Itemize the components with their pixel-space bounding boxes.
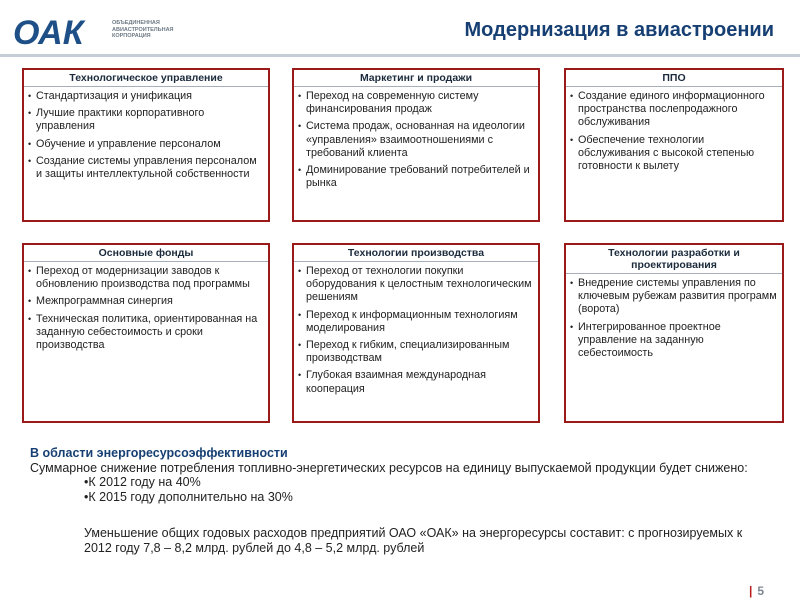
box-marketing-sales <box>292 68 540 222</box>
section-note: Уменьшение общих годовых расходов предприятий ОАО «ОАК» на энергоресурсы составит: с прогнозируемых к 2012 году 7,8 – 8,2 млрд. рублей до 4,8 – 5,2 млрд. рублей <box>84 526 743 555</box>
oak-logo-icon <box>13 14 109 48</box>
page-number <box>749 584 764 598</box>
list-item: • Переход на современную систему финансирования продаж <box>298 90 534 116</box>
list-item: • Глубокая взаимная международная кооперация <box>298 369 534 395</box>
box-title: Технологии производства <box>294 245 538 262</box>
energy-efficiency-section <box>30 446 770 555</box>
list-item: • Переход к гибким, специализированным производствам <box>298 339 534 365</box>
section-title: В области энергоресурсоэффективности <box>30 446 288 460</box>
list-item: • Переход от модернизации заводов к обновлению производства под программы <box>28 265 264 291</box>
logo-tagline: ОБЪЕДИНЕННАЯ АВИАСТРОИТЕЛЬНАЯ КОРПОРАЦИЯ <box>112 20 174 40</box>
list-item: • Доминирование требований потребителей и рынка <box>298 164 534 190</box>
list-item: • Лучшие практики корпоративного управления <box>28 107 264 133</box>
box-title: Маркетинг и продажи <box>294 70 538 87</box>
box-title: ППО <box>566 70 782 87</box>
box-fixed-assets <box>22 243 270 423</box>
box-development-technologies <box>564 243 784 423</box>
list-item: • Межпрограммная синергия <box>28 295 264 308</box>
list-item: • Обучение и управление персоналом <box>28 138 264 151</box>
company-logo <box>13 14 193 48</box>
list-item: • Интегрированное проектное управление на заданную себестоимость <box>570 321 778 361</box>
page-title: Модернизация в авиастроении <box>464 19 774 41</box>
list-item: • Обеспечение технологии обслуживания с высокой степенью готовности к вылету <box>570 134 778 174</box>
list-item: • Создание единого информационного пространства послепродажного обслуживания <box>570 90 778 130</box>
section-text: Суммарное снижение потребления топливно-энергетических ресурсов на единицу выпускаемой продукции будет снижено: <box>30 460 748 475</box>
list-item: • Переход от технологии покупки оборудования к целостным технологическим решениям <box>298 265 534 305</box>
box-title: Технологическое управление <box>24 70 268 87</box>
list-item: • Стандартизация и унификация <box>28 90 264 103</box>
list-item: • К 2012 году на 40% <box>84 475 770 490</box>
page-number-value: 5 <box>757 584 764 598</box>
list-item: • Создание системы управления персоналом и защиты интеллектульной собственности <box>28 155 264 181</box>
list-item: • Система продаж, основанная на идеологии «управления» взаимоотношениями с требований клиента <box>298 120 534 160</box>
list-item: • Техническая политика, ориентированная на заданную себестоимость и сроки производства <box>28 313 264 353</box>
list-item: • Внедрение системы управления по ключевым рубежам развития программ (ворота) <box>570 277 778 317</box>
page-number-bar-icon: | <box>748 584 753 598</box>
logo-letters: ОАК <box>13 14 84 48</box>
list-item: • К 2015 году дополнительно на 30% <box>84 490 770 505</box>
header-divider <box>0 54 800 57</box>
box-title: Технологии разработки и проектирования <box>566 245 782 274</box>
box-production-technologies <box>292 243 540 423</box>
list-item: • Переход к информационным технологиям моделирования <box>298 309 534 335</box>
box-technological-management <box>22 68 270 222</box>
box-title: Основные фонды <box>24 245 268 262</box>
box-ppo <box>564 68 784 222</box>
